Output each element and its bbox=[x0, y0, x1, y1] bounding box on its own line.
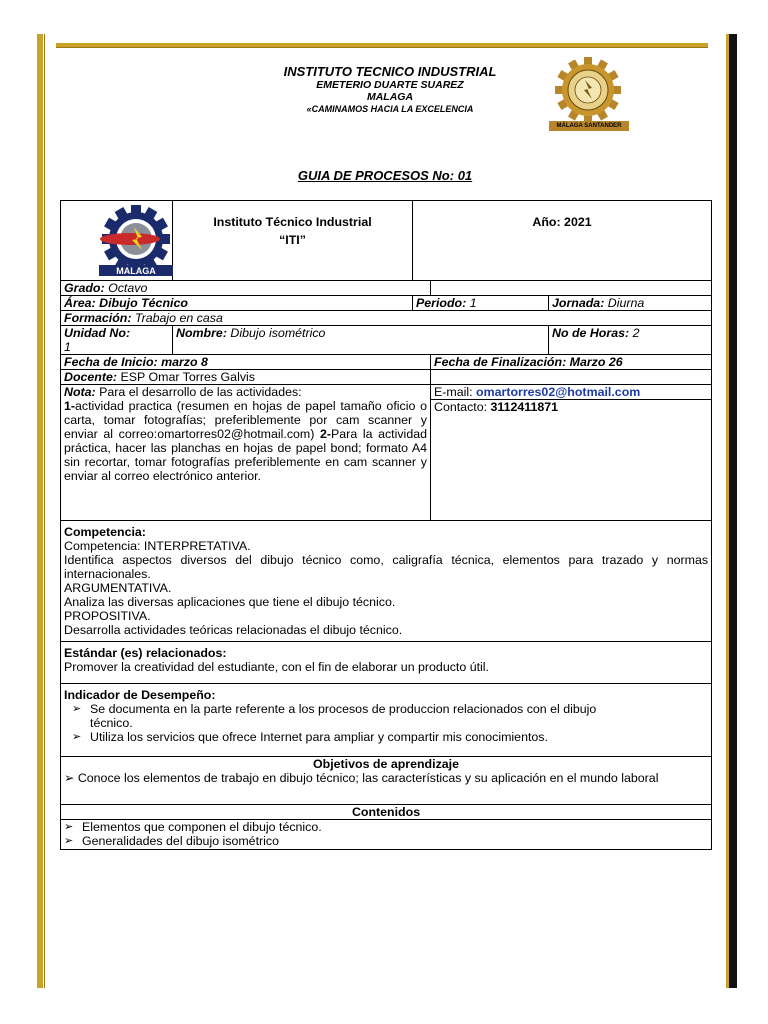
contenidos-title: Contenidos bbox=[61, 805, 712, 820]
indicador-item: ➢ Utiliza los servicios que ofrece Internet para ampliar y compartir mis conocimientos. bbox=[72, 730, 632, 744]
seal-caption: MÁLAGA SANTANDER bbox=[549, 121, 629, 131]
competencia-line: ARGUMENTATIVA. bbox=[64, 581, 172, 595]
horas-label: No de Horas: bbox=[552, 326, 630, 340]
unidad-cell bbox=[61, 326, 173, 355]
estandar-row bbox=[61, 642, 712, 684]
nombre-value: Dibujo isométrico bbox=[230, 326, 326, 340]
nota-item1-number: 1- bbox=[64, 399, 76, 413]
area-row bbox=[61, 296, 712, 311]
logo-label: MALAGA bbox=[116, 266, 156, 276]
fechas-row bbox=[61, 355, 712, 370]
nota-intro: Para el desarrollo de las actividades: bbox=[99, 385, 302, 399]
estandar-title: Estándar (es) relacionados: bbox=[64, 646, 227, 660]
unidad-label: Unidad No: bbox=[64, 326, 131, 340]
fecha-inicio: Fecha de Inicio: marzo 8 bbox=[61, 355, 431, 370]
contenidos-item: ➢ Generalidades del dibujo isométrico bbox=[64, 834, 708, 848]
logo-cell bbox=[61, 201, 173, 281]
competencia-line: Competencia: INTERPRETATIVA. bbox=[64, 539, 251, 553]
unidad-value: 1 bbox=[64, 340, 71, 354]
grado-label: Grado: bbox=[64, 281, 105, 295]
fecha-fin: Fecha de Finalización: Marzo 26 bbox=[431, 355, 712, 370]
institute-name: INSTITUTO TECNICO INDUSTRIAL bbox=[283, 64, 497, 79]
institute-title: Instituto Técnico Industrial bbox=[213, 215, 372, 229]
competencia-title: Competencia: bbox=[64, 525, 146, 539]
formacion-value: Trabajo en casa bbox=[134, 311, 223, 325]
estandar-cell bbox=[61, 642, 712, 684]
area-cell: Área: Dibujo Técnico bbox=[61, 296, 413, 311]
nombre-cell bbox=[173, 326, 549, 355]
indicador-row bbox=[61, 684, 712, 757]
institute-city: MALAGA bbox=[366, 91, 414, 103]
docente-cell bbox=[61, 370, 431, 385]
competencia-line: Desarrolla actividades teóricas relacionadas el dibujo técnico. bbox=[64, 623, 403, 637]
objetivos-cell bbox=[61, 757, 712, 805]
competencia-line: Identifica aspectos diversos del dibujo técnico como, caligrafía técnica, elementos para trazado y normas internacionales. bbox=[64, 553, 709, 581]
contenidos-list bbox=[64, 820, 708, 848]
institute-subname: EMETERIO DUARTE SUAREZ bbox=[316, 79, 464, 91]
email-label: E-mail: bbox=[434, 385, 473, 399]
horas-value: 2 bbox=[632, 326, 640, 340]
grado-empty bbox=[431, 281, 712, 296]
document-header bbox=[220, 64, 560, 115]
contenidos-item: ➢ Elementos que componen el dibujo técnico. bbox=[64, 820, 708, 834]
grado-cell bbox=[61, 281, 431, 296]
page-border-left bbox=[37, 34, 43, 988]
header-rule bbox=[56, 43, 708, 47]
horas-cell bbox=[549, 326, 712, 355]
guide-title: GUIA DE PROCESOS No: 01 bbox=[297, 168, 473, 183]
nota-cell bbox=[61, 385, 431, 521]
grado-value: Octavo bbox=[108, 281, 148, 295]
nota-email-row bbox=[61, 385, 712, 400]
docente-label: Docente: bbox=[64, 370, 118, 384]
indicador-list bbox=[72, 702, 632, 744]
jornada-value: Diurna bbox=[607, 296, 645, 310]
periodo-cell bbox=[413, 296, 549, 311]
process-guide-table bbox=[60, 200, 712, 850]
indicador-cell bbox=[61, 684, 712, 757]
competencia-line: Analiza las diversas aplicaciones que tiene el dibujo técnico. bbox=[64, 595, 396, 609]
docente-value: ESP Omar Torres Galvis bbox=[120, 370, 255, 384]
contenidos-cell bbox=[61, 820, 712, 850]
jornada-cell bbox=[549, 296, 712, 311]
unidad-row bbox=[61, 326, 712, 355]
periodo-label: Periodo: bbox=[416, 296, 467, 310]
email-link[interactable]: omartorres02@hotmail.com bbox=[476, 385, 641, 399]
page-border-right bbox=[729, 34, 737, 988]
institute-motto: «CAMINAMOS HACIA LA EXCELENCIA bbox=[306, 104, 474, 114]
nombre-label: Nombre: bbox=[176, 326, 227, 340]
indicador-item: ➢ Se documenta en la parte referente a los procesos de produccion relacionados con el dibujo técnico. bbox=[72, 702, 632, 730]
jornada-label: Jornada: bbox=[552, 296, 605, 310]
formacion-cell bbox=[61, 311, 712, 326]
iti-logo-icon bbox=[61, 201, 211, 277]
docente-row bbox=[61, 370, 712, 385]
contacto-value: 3112411871 bbox=[490, 400, 559, 414]
formacion-row bbox=[61, 311, 712, 326]
page-border-left-inner bbox=[44, 34, 45, 988]
indicador-title: Indicador de Desempeño: bbox=[64, 688, 216, 702]
periodo-value: 1 bbox=[469, 296, 477, 310]
contenidos-row bbox=[61, 820, 712, 850]
formacion-label: Formación: bbox=[64, 311, 132, 325]
header-row bbox=[61, 201, 712, 281]
competencia-cell bbox=[61, 521, 712, 642]
objetivos-row bbox=[61, 757, 712, 805]
objetivos-text: ➢ Conoce los elementos de trabajo en dibujo técnico; las características y su aplicación en el mundo laboral bbox=[64, 771, 659, 785]
nota-label: Nota: bbox=[64, 385, 96, 399]
estandar-text: Promover la creatividad del estudiante, con el fin de elaborar un producto útil. bbox=[64, 660, 489, 674]
nota-item2: Para la actividad práctica, hacer las planchas en hojas de papel bond; formato A4 sin recortar, tomar fotografías preferiblemente en cam scanner y enviar al correo electrónico anterior. bbox=[64, 427, 427, 483]
grado-row bbox=[61, 281, 712, 296]
nota-item1: actividad practica (resumen en hojas de papel tamaño oficio o carta, tomar fotografías; preferiblemente por cam scanner y enviar al correo:omartorres02@hotmail.com) bbox=[64, 399, 427, 441]
nota-item2-number: 2- bbox=[320, 427, 332, 441]
contacto-cell bbox=[431, 400, 712, 521]
competencia-row bbox=[61, 521, 712, 642]
year-cell: Año: 2021 bbox=[413, 201, 712, 281]
institute-abbr: “ITI” bbox=[279, 233, 306, 247]
objetivos-title: Objetivos de aprendizaje bbox=[313, 757, 459, 771]
competencia-line: PROPOSITIVA. bbox=[64, 609, 151, 623]
docente-empty bbox=[431, 370, 712, 385]
contacto-label: Contacto: bbox=[434, 400, 488, 414]
email-cell bbox=[431, 385, 712, 400]
contenidos-title-row bbox=[61, 805, 712, 820]
